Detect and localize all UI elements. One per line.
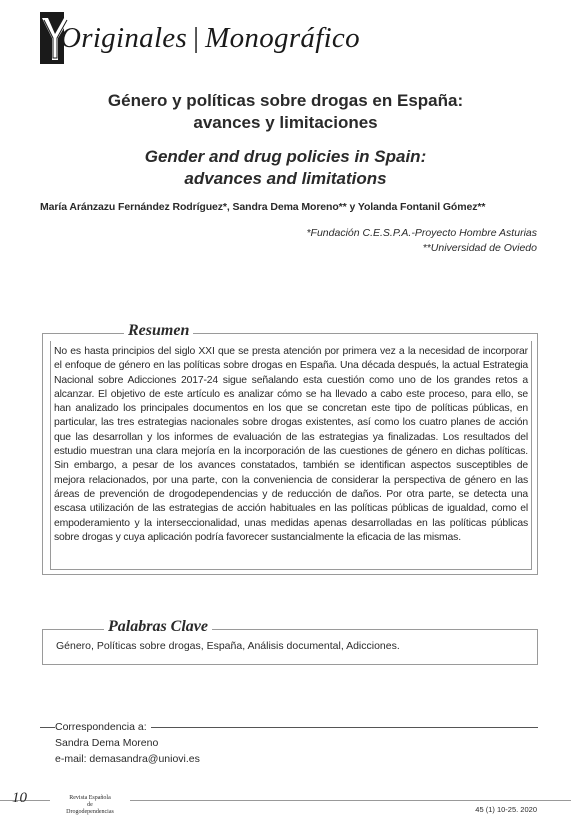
journal-name-line-2: de	[87, 802, 93, 808]
article-title-english	[0, 146, 571, 190]
journal-name-line-1: Revista Española	[69, 795, 111, 801]
title-en-line-2: advances and limitations	[184, 169, 387, 188]
correspondence-label: Correspondencia a:	[55, 721, 151, 733]
authors: María Aránzazu Fernández Rodríguez*, Sandra Dema Moreno** y Yolanda Fontanil Gómez**	[40, 201, 486, 213]
section-title	[60, 22, 360, 55]
affiliation-2: **Universidad de Oviedo	[422, 242, 537, 254]
title-es-line-2: avances y limitaciones	[193, 113, 378, 132]
keywords-heading: Palabras Clave	[104, 618, 212, 636]
section-name: Originales	[60, 22, 188, 54]
journal-name	[50, 795, 130, 816]
subsection-name: Monográfico	[205, 22, 360, 54]
affiliation-1: *Fundación C.E.S.P.A.-Proyecto Hombre Asturias	[306, 227, 537, 239]
article-title-spanish	[0, 90, 571, 134]
correspondence-email[interactable]: e-mail: demasandra@uniovi.es	[55, 753, 200, 765]
journal-name-line-3: Drogodependencias	[66, 809, 114, 815]
keywords-text: Género, Políticas sobre drogas, España, Análisis documental, Adicciones.	[56, 640, 400, 652]
issue-info: 45 (1) 10-25. 2020	[475, 805, 537, 814]
correspondence-name: Sandra Dema Moreno	[55, 737, 159, 749]
page-number: 10	[12, 790, 27, 806]
journal-header	[40, 12, 560, 68]
section-separator: |	[193, 22, 200, 54]
title-en-line-1: Gender and drug policies in Spain:	[144, 147, 427, 166]
title-es-line-1: Género y políticas sobre drogas en España:	[107, 91, 464, 110]
abstract-heading: Resumen	[124, 322, 193, 340]
abstract-text: No es hasta principios del siglo XXI que se presta atención por primera vez a la necesidad de incorporar el enfoque de género en las políticas sobre drogas en España. Una década después, la actual Estrategia Nacional sobre Adicciones 2017-24 sigue señalando esta cuestión como uno de los grandes retos a alcanzar. El objetivo de este artículo es analizar cómo se ha llevado a cabo este proceso, para ello, se han analizado los principales documentos en los que se concretan este tipo de políticas públicas, en particular, las tres estrategias nacionales sobre drogas existentes, así como los cuatro planes de acción que las desarrollan y los informes de evaluación de las estrategias ya finalizadas. Los resultados del estudio muestran una clara mejoría en la incorporación de las cuestiones de género en dichas políticas. Sin embargo, a pesar de los avances constatados, también se identifican aspectos susceptibles de mejora relacionados, por una parte, con la conveniencia de considerar la perspectiva de género en las áreas de prevención de drogodependencias y de reducción de daños. Por otra parte, se detecta una escasa utilización de las estrategias de acción habituales en las políticas públicas de igualdad, como el empoderamiento y la interseccionalidad, unas medidas apenas desarrolladas en las políticas públicas sobre drogas y cuya aplicación podría favorecer sustancialmente la eficacia de las mismas.	[54, 346, 528, 543]
